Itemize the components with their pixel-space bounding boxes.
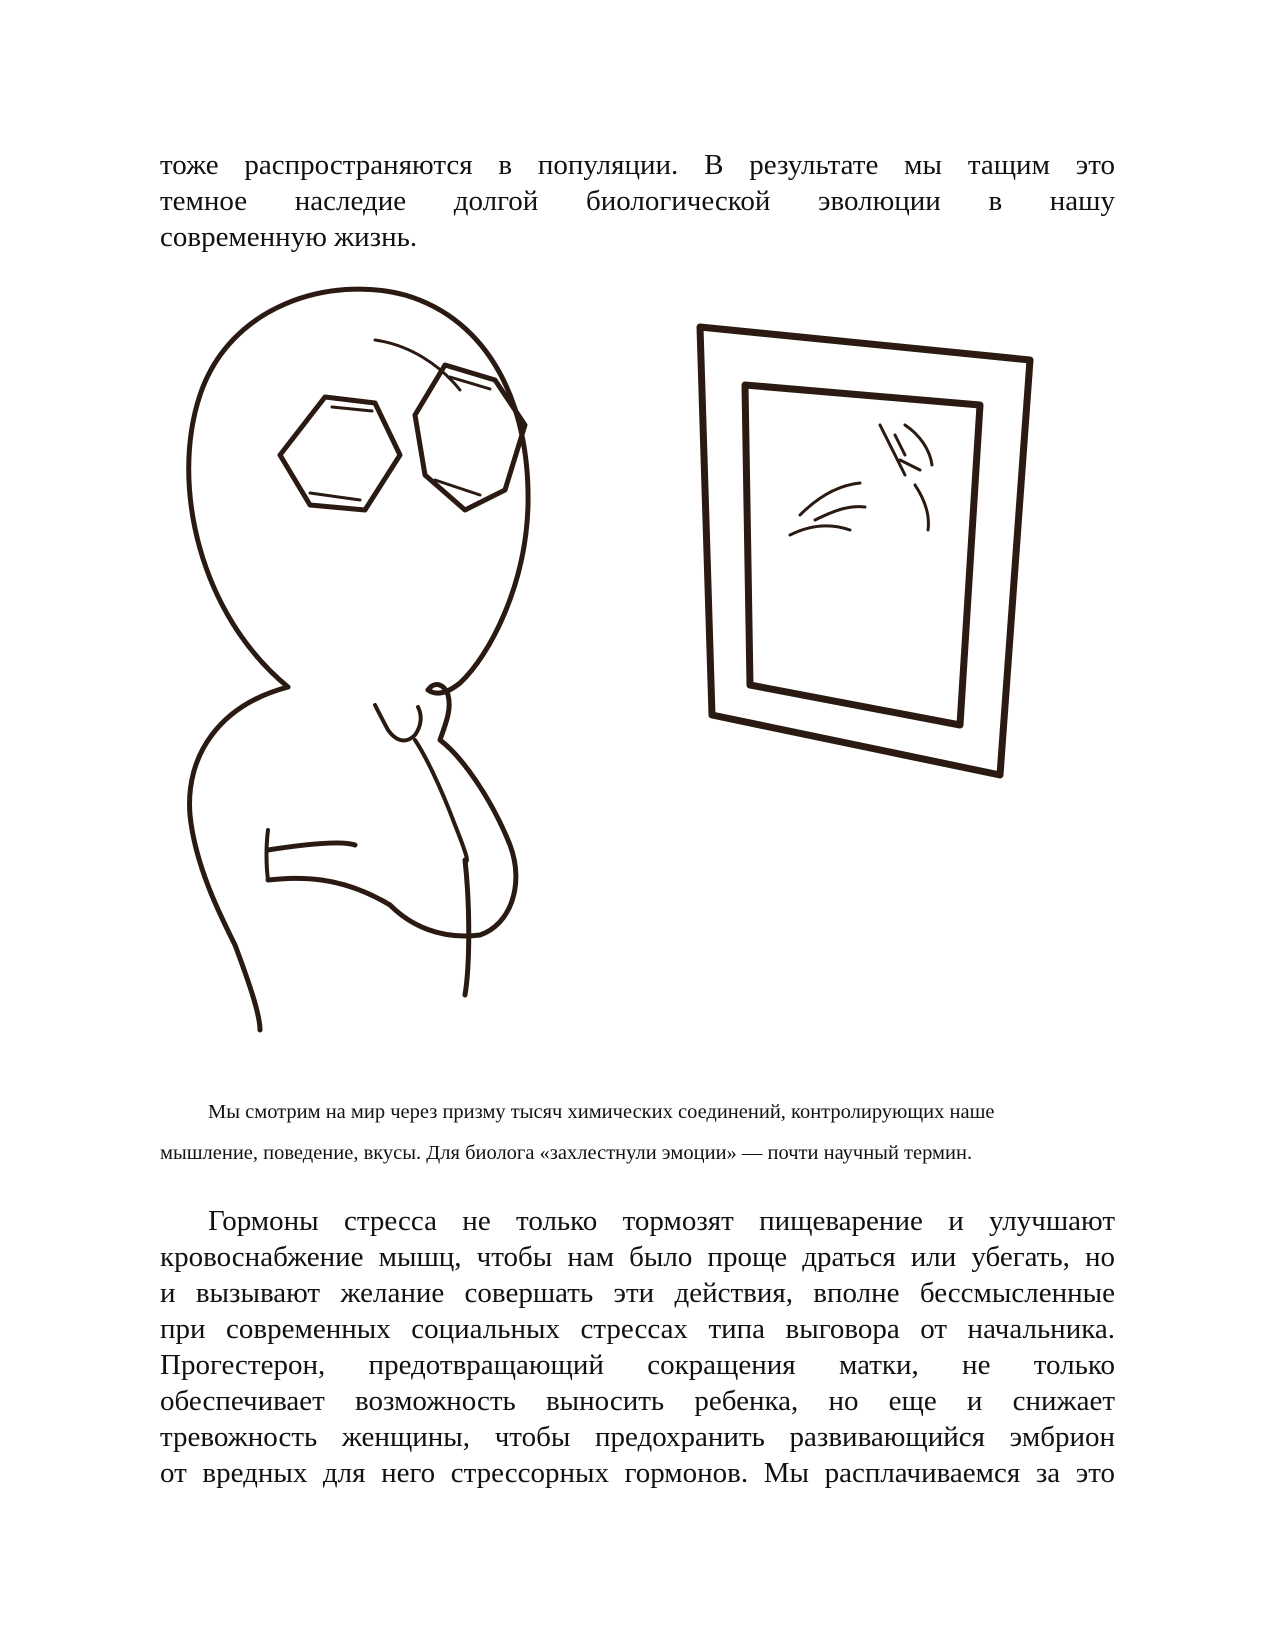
figure-eye-left — [280, 397, 400, 510]
paragraph-line: Гормоны стресса не только тормозят пищеварение и улучшают — [208, 1205, 1115, 1237]
figure-caption — [160, 1092, 1115, 1174]
illustration-svg — [160, 285, 1115, 1085]
paragraph-line: Прогестерон, предотвращающий сокращения матки, не только — [160, 1349, 1115, 1381]
mirror-reflection — [800, 425, 932, 530]
figure-body-right — [465, 860, 469, 995]
paragraph-top — [160, 147, 1115, 255]
figure-hand — [390, 685, 516, 936]
paragraph-line: кровоснабжение мышц, чтобы нам было проще драться или убегать, но — [160, 1241, 1115, 1273]
paragraph-line: при современных социальных стрессах типа выговора от начальника. — [160, 1313, 1115, 1345]
figure-head — [189, 289, 528, 693]
caption-line: мышление, поведение, вкусы. Для биолога «захлестнули эмоции» — почти научный термин. — [160, 1142, 973, 1164]
paragraph-line: современную жизнь. — [160, 221, 418, 253]
paragraph-bottom — [160, 1203, 1115, 1491]
caption-line: Мы смотрим на мир через призму тысяч химических соединений, контролирующих наше — [208, 1101, 995, 1123]
paragraph-line: от вредных для него стрессорных гормонов. Мы расплачиваемся за это — [160, 1457, 1115, 1489]
paragraph-line: обеспечивает возможность выносить ребенка, но еще и снижает — [160, 1385, 1115, 1417]
figure-forearm — [268, 843, 390, 905]
illustration-figure-and-mirror — [160, 285, 1115, 1085]
paragraph-line: темное наследие долгой биологической эволюции в нашу — [160, 185, 1115, 217]
figure-body-left — [190, 687, 288, 1030]
paragraph-line: тревожность женщины, чтобы предохранить развивающийся эмбрион — [160, 1421, 1115, 1453]
paragraph-line: тоже распространяются в популяции. В результате мы тащим это — [160, 149, 1115, 181]
paragraph-line: и вызывают желание совершать эти действия, вполне бессмысленные — [160, 1277, 1115, 1309]
mirror-frame-inner — [745, 385, 980, 725]
